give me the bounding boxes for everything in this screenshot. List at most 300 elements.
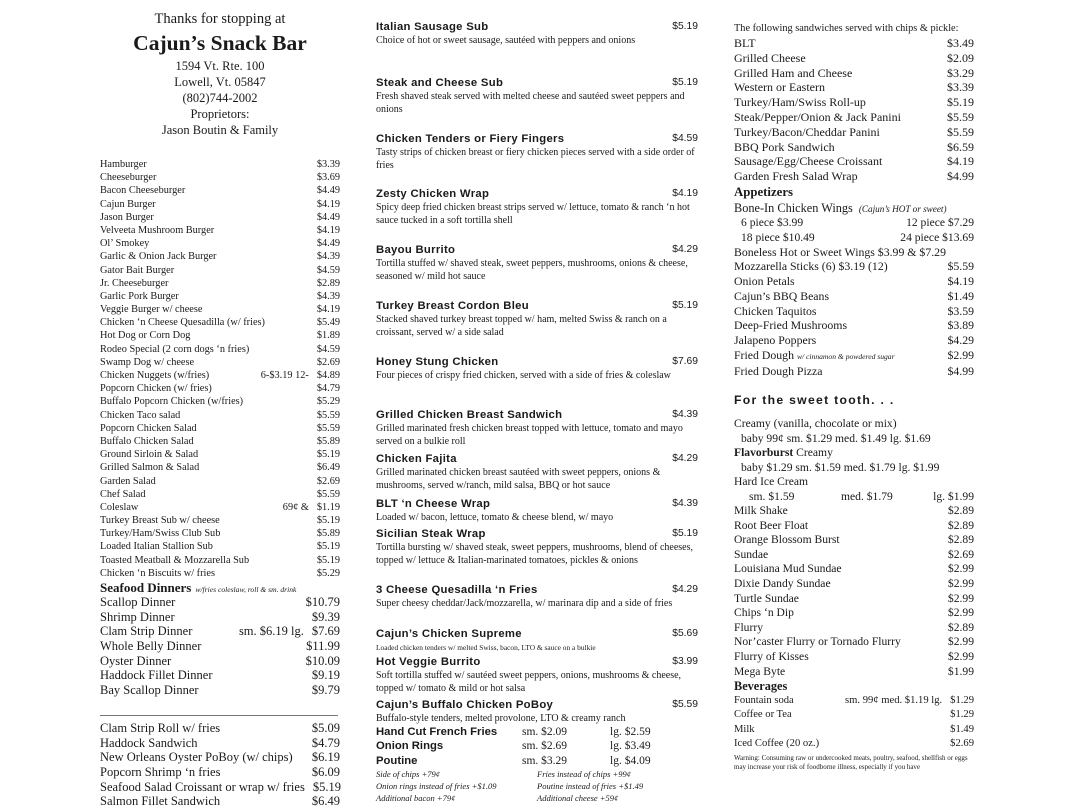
item-price: $4.79 xyxy=(316,383,340,395)
menu-item xyxy=(100,475,340,488)
menu-item xyxy=(734,519,974,534)
item-price: $4.29 xyxy=(672,584,698,595)
menu-item xyxy=(734,259,974,274)
menu-item xyxy=(376,132,698,172)
item-price: $5.49 xyxy=(316,317,340,329)
item-title: Chicken Tenders or Fiery Fingers xyxy=(376,133,565,145)
item-price: $2.89 xyxy=(947,518,974,532)
menu-item xyxy=(100,369,340,382)
item-name: Steak/Pepper/Onion & Jack Panini xyxy=(734,109,901,124)
item-price: $2.99 xyxy=(947,347,974,362)
sandwich-intro: The following sandwiches served with chips & pickle: xyxy=(734,23,959,34)
side-item xyxy=(376,725,698,739)
item-name: Dixie Dandy Sundae xyxy=(734,577,831,591)
item-price: $7.69 xyxy=(672,356,698,367)
menu-header xyxy=(100,10,340,138)
item-price: $3.49 xyxy=(947,36,974,50)
item-title-row xyxy=(376,299,698,313)
item-name: Fried Dough Pizza xyxy=(734,364,823,379)
item-price: $10.09 xyxy=(305,653,340,668)
menu-item xyxy=(376,299,698,339)
item-price: $1.89 xyxy=(316,330,340,342)
item-name: Ground Sirloin & Salad xyxy=(100,449,199,461)
seafood-note: w/fries coleslaw, roll & sm. drink xyxy=(195,585,297,594)
hard-ice-cream-sizes xyxy=(734,490,974,505)
menu-item xyxy=(376,243,698,283)
item-name: Boneless Hot or Sweet Wings $3.99 & $7.29 xyxy=(734,244,946,259)
menu-item xyxy=(100,264,340,277)
hard-ice-cream-label: Hard Ice Cream xyxy=(734,475,809,489)
item-price: $2.69 xyxy=(950,738,974,750)
item-name: Turkey Breast Sub w/ cheese xyxy=(100,515,220,527)
item-title-row xyxy=(376,583,698,597)
main-menu-list xyxy=(100,158,340,580)
item-title-row xyxy=(376,355,698,369)
item-name: Mozzarella Sticks (6) $3.19 (12) xyxy=(734,259,888,274)
menu-item xyxy=(100,303,340,316)
wings-row xyxy=(734,216,974,230)
item-name-wrap xyxy=(734,304,817,319)
menu-item xyxy=(100,750,340,765)
item-name: Coffee or Tea xyxy=(734,709,792,721)
add-on-row xyxy=(376,792,698,804)
item-price: $1.49 xyxy=(947,288,974,303)
menu-item xyxy=(734,364,974,379)
item-price: $5.59 xyxy=(947,109,974,124)
menu-item xyxy=(376,187,698,227)
item-price: $2.09 xyxy=(947,50,974,65)
item-description: Loaded w/ bacon, lettuce, tomato & cheese blend, w/ mayo xyxy=(376,512,614,523)
item-price: $5.19 xyxy=(316,449,340,461)
menu-item xyxy=(376,527,698,567)
flavorburst-label xyxy=(734,446,974,461)
menu-item xyxy=(734,562,974,577)
item-detail: 69¢ & xyxy=(282,501,309,513)
menu-item xyxy=(734,606,974,621)
item-name: Chicken Taquitos xyxy=(734,303,817,318)
item-price: $2.99 xyxy=(947,606,974,620)
item-name: Whole Belly Dinner xyxy=(100,639,202,654)
item-name: Root Beer Float xyxy=(734,518,809,532)
item-price: $2.69 xyxy=(316,356,340,368)
item-price: $5.19 xyxy=(316,541,340,553)
item-price: $2.99 xyxy=(947,635,974,649)
menu-item xyxy=(734,694,974,708)
item-price: $4.39 xyxy=(672,498,698,509)
item-title: Grilled Chicken Breast Sandwich xyxy=(376,409,563,421)
seafood-heading xyxy=(100,580,340,595)
side-small-price: sm. $2.09 xyxy=(522,726,568,738)
item-name: Turtle Sundae xyxy=(734,591,799,605)
item-price: $1.29 xyxy=(950,695,974,707)
item-price: $5.19 xyxy=(316,554,340,566)
item-name: Seafood Salad Croissant or wrap w/ fries xyxy=(100,779,305,794)
item-note: w/ cinnamon & powdered sugar xyxy=(796,351,895,361)
item-title: BLT ‘n Cheese Wrap xyxy=(376,498,491,510)
item-name-wrap xyxy=(734,274,795,289)
item-title: Sicilian Steak Wrap xyxy=(376,528,486,540)
item-name: Popcorn Chicken (w/ fries) xyxy=(100,383,212,395)
menu-item xyxy=(734,140,974,155)
item-description: Tasty strips of chicken breast or fiery chicken pieces served with a side order of fries xyxy=(376,147,695,171)
item-name: Cajun’s BBQ Beans xyxy=(734,288,830,303)
item-price: $4.59 xyxy=(672,133,698,144)
item-price: $4.19 xyxy=(672,188,698,199)
item-price: $9.19 xyxy=(311,668,340,683)
address: 1594 Vt. Rte. 100 xyxy=(175,59,265,73)
menu-item xyxy=(734,723,974,737)
item-name: Garlic Pork Burger xyxy=(100,290,179,302)
item-price: $3.69 xyxy=(316,172,340,184)
item-name: Jason Burger xyxy=(100,211,154,223)
item-price: $5.19 xyxy=(672,528,698,539)
menu-item xyxy=(100,668,340,683)
item-price: $3.39 xyxy=(316,159,340,170)
wings-row xyxy=(734,231,974,245)
item-title: 3 Cheese Quesadilla ‘n Fries xyxy=(376,584,538,596)
item-price: $4.29 xyxy=(947,332,974,347)
item-name: Iced Coffee (20 oz.) xyxy=(734,738,820,750)
beverages-list xyxy=(734,694,974,751)
item-price: $11.99 xyxy=(306,639,340,654)
item-detail: 6-$3.19 12- xyxy=(260,370,309,381)
wings-prices xyxy=(734,216,974,244)
item-price: $10.79 xyxy=(305,595,340,609)
item-price: $5.29 xyxy=(316,567,340,579)
column-middle xyxy=(376,0,698,808)
item-price: $3.99 xyxy=(672,656,698,667)
column-right xyxy=(734,22,974,772)
menu-item xyxy=(734,592,974,607)
menu-item xyxy=(100,527,340,540)
item-description: Tortilla bursting w/ shaved steak, sweet peppers, mushrooms, blend of cheeses, topped w/ lettuce & Italian-marinated tomatoes, pickles & onions xyxy=(376,542,694,566)
item-name: Ol’ Smokey xyxy=(100,238,150,250)
item-description: Soft tortilla stuffed w/ sautéed sweet peppers, onions, mushrooms & cheese, topped w/ tomato & mild or hot salsa xyxy=(376,670,682,694)
item-name: Cajun Burger xyxy=(100,198,156,210)
item-name: Jr. Cheeseburger xyxy=(100,277,169,289)
menu-item xyxy=(100,624,340,639)
item-title: Zesty Chicken Wrap xyxy=(376,188,490,200)
item-name: Orange Blossom Burst xyxy=(734,533,840,547)
item-price: $5.19 xyxy=(312,779,341,794)
item-name: Oyster Dinner xyxy=(100,653,172,668)
item-description: Loaded chicken tenders w/ melted Swiss, bacon, LTO & sauce on a bulkie xyxy=(376,643,596,652)
phone: (802)744-2002 xyxy=(182,91,258,105)
item-price: $3.29 xyxy=(947,65,974,80)
menu-item xyxy=(100,184,340,197)
item-price: $9.39 xyxy=(311,609,340,624)
menu-item xyxy=(734,708,974,722)
item-description: Stacked shaved turkey breast topped w/ ham, melted Swiss & ranch on a croissant, served w/ a side salad xyxy=(376,314,667,338)
item-name: Fried Dough xyxy=(734,347,794,362)
item-detail: sm. 99¢ med. $1.19 lg. xyxy=(845,695,943,707)
menu-item xyxy=(100,736,340,751)
item-price: $5.59 xyxy=(947,124,974,139)
item-price: $4.19 xyxy=(316,224,340,236)
item-price: $2.89 xyxy=(947,533,974,547)
sides-section xyxy=(376,725,698,804)
item-price: $4.99 xyxy=(947,364,974,379)
item-title-row xyxy=(376,187,698,201)
menu-item xyxy=(100,198,340,211)
side-large-price: lg. $4.09 xyxy=(610,754,651,767)
item-price: $2.89 xyxy=(947,504,974,518)
menu-item xyxy=(734,51,974,66)
item-name: Hamburger xyxy=(100,159,147,170)
item-name: Chips ‘n Dip xyxy=(734,606,794,620)
item-name: Rodeo Special (2 corn dogs ‘n fries) xyxy=(100,343,250,355)
item-price: $4.19 xyxy=(947,274,974,289)
menu-item xyxy=(100,567,340,580)
menu-item xyxy=(100,422,340,435)
menu-item xyxy=(100,316,340,329)
appetizer-list xyxy=(734,245,974,379)
menu-item xyxy=(100,250,340,263)
item-description: Super cheesy cheddar/Jack/mozzarella, w/ marinara dip and a side of fries xyxy=(376,598,673,609)
menu-item xyxy=(734,333,974,348)
item-name: Popcorn Shrimp ‘n fries xyxy=(100,764,221,779)
item-name-wrap xyxy=(734,348,895,365)
item-name: Turkey/Bacon/Cheddar Panini xyxy=(734,124,880,139)
menu-item xyxy=(734,318,974,333)
item-price: $4.19 xyxy=(947,154,974,169)
menu-item xyxy=(100,224,340,237)
item-price: $5.19 xyxy=(672,21,698,32)
item-name: Veggie Burger w/ cheese xyxy=(100,304,203,316)
flavorburst-rest: Creamy xyxy=(793,446,833,460)
item-name: Cheeseburger xyxy=(100,172,157,184)
item-name: Grilled Salmon & Salad xyxy=(100,462,200,474)
menu-item xyxy=(100,595,340,610)
item-name: Haddock Fillet Dinner xyxy=(100,668,213,683)
menu-item xyxy=(100,277,340,290)
proprietors: Jason Boutin & Family xyxy=(161,123,279,137)
menu-item xyxy=(100,395,340,408)
item-price: $4.29 xyxy=(672,453,698,464)
item-title: Honey Stung Chicken xyxy=(376,356,499,368)
thanks-line: Thanks for stopping at xyxy=(154,11,286,27)
item-name: Loaded Italian Stallion Sub xyxy=(100,541,213,553)
item-name: Grilled Cheese xyxy=(734,50,806,65)
menu-item xyxy=(734,154,974,169)
menu-item xyxy=(376,452,698,492)
item-name: BLT xyxy=(734,36,756,50)
item-price: $6.49 xyxy=(311,794,340,809)
wings-note: (Cajun’s HOT or sweet) xyxy=(858,203,947,214)
item-name: Hot Dog or Corn Dog xyxy=(100,330,191,342)
item-price: $5.59 xyxy=(947,259,974,274)
menu-item xyxy=(734,169,974,184)
item-name: Velveeta Mushroom Burger xyxy=(100,224,215,236)
item-title: Chicken Fajita xyxy=(376,453,457,465)
menu-item xyxy=(100,343,340,356)
item-price: $2.99 xyxy=(947,577,974,591)
menu-item xyxy=(100,409,340,422)
side-small-price: sm. $2.69 xyxy=(522,740,568,753)
add-on: Additional bacon +79¢ xyxy=(376,792,456,803)
item-title: Steak and Cheese Sub xyxy=(376,77,504,89)
flavorburst-sizes: baby $1.29 sm. $1.59 med. $1.79 lg. $1.99 xyxy=(741,460,940,474)
item-price: $4.49 xyxy=(316,211,340,223)
item-price: $5.19 xyxy=(672,300,698,311)
item-price: $1.29 xyxy=(950,709,974,721)
item-name: Garlic & Onion Jack Burger xyxy=(100,251,217,263)
item-price: $1.49 xyxy=(950,723,974,735)
add-on-row xyxy=(376,780,698,792)
item-name: Garden Fresh Salad Wrap xyxy=(734,169,858,184)
menu-item xyxy=(734,110,974,125)
item-name: Chef Salad xyxy=(100,488,146,500)
item-title: Turkey Breast Cordon Bleu xyxy=(376,300,529,312)
item-title: Italian Sausage Sub xyxy=(376,21,489,33)
item-description: Spicy deep fried chicken breast strips served w/ lettuce, tomato & ranch ‘n hot sauce tucked in a soft tortilla shell xyxy=(376,202,690,226)
menu-item xyxy=(734,737,974,751)
hard-sm: sm. $1.59 xyxy=(749,489,795,503)
item-title-row xyxy=(376,76,698,90)
menu-item xyxy=(100,382,340,395)
item-title: Cajun’s Buffalo Chicken PoBoy xyxy=(376,699,554,711)
menu-item xyxy=(734,289,974,304)
menu-item xyxy=(734,548,974,563)
menu-item xyxy=(100,488,340,501)
item-title-row xyxy=(376,132,698,146)
item-name: Popcorn Chicken Salad xyxy=(100,422,197,434)
item-name: Onion Petals xyxy=(734,274,795,289)
item-price: $4.79 xyxy=(311,735,340,750)
menu-item xyxy=(100,554,340,567)
item-price: $6.59 xyxy=(947,139,974,154)
menu-item xyxy=(734,80,974,95)
item-name-wrap xyxy=(734,364,822,379)
item-name: Sausage/Egg/Cheese Croissant xyxy=(734,154,883,169)
item-name: Milk xyxy=(734,723,755,735)
item-name: Chicken Taco salad xyxy=(100,409,181,421)
item-price: $6.19 xyxy=(311,750,340,765)
item-name: Bacon Cheeseburger xyxy=(100,185,186,197)
beverages-heading: Beverages xyxy=(734,679,788,694)
item-price: $6.09 xyxy=(311,764,340,779)
side-name: Onion Rings xyxy=(376,740,444,753)
menu-item xyxy=(376,583,698,610)
item-name: Turkey/Ham/Swiss Roll-up xyxy=(734,95,866,110)
item-name: Bay Scallop Dinner xyxy=(100,683,199,698)
restaurant-name: Cajun’s Snack Bar xyxy=(133,31,307,55)
item-price: $4.19 xyxy=(316,304,340,316)
item-name: Shrimp Dinner xyxy=(100,609,175,624)
side-small-price: sm. $3.29 xyxy=(522,754,568,767)
menu-item xyxy=(734,348,974,365)
hard-med: med. $1.79 xyxy=(841,489,893,503)
wings-price: 24 piece $13.69 xyxy=(900,230,974,244)
menu-item xyxy=(734,577,974,592)
menu-item xyxy=(376,408,698,448)
item-price: $4.39 xyxy=(672,409,698,420)
flavorburst-bold: Flavorburst xyxy=(734,446,794,460)
item-price: $2.99 xyxy=(947,562,974,576)
item-description: Buffalo-style tenders, melted provolone, LTO & creamy ranch xyxy=(376,713,626,724)
menu-item xyxy=(100,540,340,553)
item-price: $4.19 xyxy=(316,198,340,210)
item-name: Louisiana Mud Sundae xyxy=(734,562,842,576)
side-name: Poutine xyxy=(376,754,418,767)
item-title-row xyxy=(376,243,698,257)
seafood-list xyxy=(100,595,340,698)
side-name: Hand Cut French Fries xyxy=(376,726,498,738)
menu-item xyxy=(734,245,974,260)
item-description: Grilled marinated chicken breast sautéed with sweet peppers, onions & mushrooms, served w/ranch, mild salsa, BBQ or hot sauce xyxy=(376,467,661,491)
menu-item xyxy=(734,304,974,319)
menu-item xyxy=(100,639,340,654)
item-name: Western or Eastern xyxy=(734,80,825,95)
side-large-price: lg. $3.49 xyxy=(610,740,651,753)
item-name: Mega Byte xyxy=(734,664,786,678)
add-on: Additional cheese +59¢ xyxy=(537,792,619,803)
item-name: Clam Strip Dinner xyxy=(100,624,193,639)
hard-lg: lg. $1.99 xyxy=(933,489,974,503)
menu-item xyxy=(376,627,698,654)
menu-item xyxy=(100,501,340,514)
item-price: $3.59 xyxy=(947,303,974,318)
menu-item xyxy=(734,504,974,519)
creamy-label: Creamy (vanilla, chocolate or mix) xyxy=(734,417,897,431)
item-name: Clam Strip Roll w/ fries xyxy=(100,720,221,735)
wings-label: Bone-In Chicken Wings xyxy=(734,200,853,215)
item-price: $4.89 xyxy=(316,370,340,381)
menu-item xyxy=(734,650,974,665)
item-price: $2.89 xyxy=(947,620,974,634)
menu-item xyxy=(376,497,698,524)
item-title-row xyxy=(376,20,698,34)
proprietors-label: Proprietors: xyxy=(190,107,250,121)
menu-item xyxy=(734,274,974,289)
divider xyxy=(100,704,338,716)
item-name: Turkey/Ham/Swiss Club Sub xyxy=(100,528,221,540)
seafood-title: Seafood Dinners xyxy=(100,580,192,595)
item-description: Four pieces of crispy fried chicken, served with a side of fries & coleslaw xyxy=(376,370,671,381)
item-name-wrap xyxy=(734,259,888,274)
wings-price: 12 piece $7.29 xyxy=(906,216,974,230)
item-price: $5.59 xyxy=(316,422,340,434)
add-on: Poutine instead of fries +$1.49 xyxy=(537,780,644,791)
item-name: Jalapeno Poppers xyxy=(734,332,817,347)
item-name-wrap xyxy=(734,245,946,260)
item-title: Hot Veggie Burrito xyxy=(376,656,481,668)
item-price: $4.49 xyxy=(316,238,340,250)
item-price: $5.69 xyxy=(672,628,698,639)
menu-item xyxy=(734,95,974,110)
item-name-wrap xyxy=(734,333,816,348)
item-price: $5.09 xyxy=(311,720,340,735)
menu-item xyxy=(734,36,974,51)
item-price: $3.89 xyxy=(947,318,974,333)
item-price: $5.89 xyxy=(316,435,340,447)
side-item xyxy=(376,754,698,768)
item-name: Flurry of Kisses xyxy=(734,649,809,663)
item-name-wrap xyxy=(734,318,847,333)
menu-item xyxy=(376,698,698,725)
item-title-row xyxy=(376,452,698,466)
menu-item xyxy=(376,355,698,382)
menu-item xyxy=(100,329,340,342)
city: Lowell, Vt. 05847 xyxy=(174,75,266,89)
menu-item xyxy=(376,76,698,116)
menu-item xyxy=(734,665,974,680)
item-price: $7.69 xyxy=(311,624,340,639)
side-large-price: lg. $2.59 xyxy=(610,726,651,738)
item-description: Tortilla stuffed w/ shaved steak, sweet peppers, mushrooms, onions & cheese, seasoned w/ mild hot sauce xyxy=(376,258,688,282)
item-name: Salmon Fillet Sandwich xyxy=(100,794,221,809)
item-price: $9.79 xyxy=(311,683,340,698)
